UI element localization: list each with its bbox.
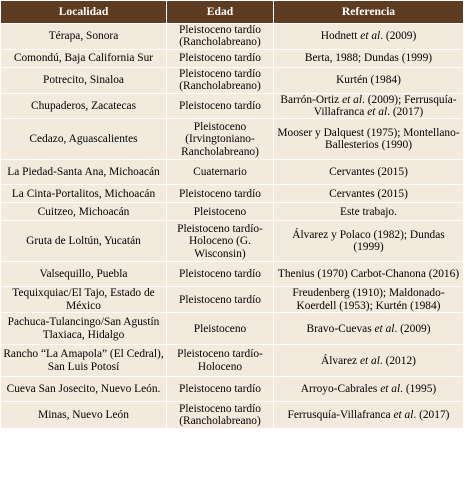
cell-localidad: Chupaderos, Zacatecas (1, 94, 167, 120)
table-row (1, 345, 463, 377)
ref-text-part: . (1995) (400, 383, 437, 396)
ref-text-part: Thenius (1970) Carbot-Chanona (2016) (277, 268, 460, 281)
ref-text-part: Bravo-Cuevas (306, 322, 375, 335)
header-localidad: Localidad (1, 1, 167, 24)
table-body (1, 24, 463, 429)
ref-text-part: . (2009) (394, 322, 431, 335)
cell-localidad: Térapa, Sonora (1, 24, 167, 50)
table-row (1, 313, 463, 345)
cell-edad: Pleistoceno tardío-Holoceno (G. Wisconsin) (167, 221, 274, 262)
ref-text-part: Álvarez (321, 354, 360, 367)
cell-referencia (274, 313, 463, 345)
cell-referencia (274, 262, 463, 287)
cell-edad: Pleistoceno tardío (Rancholabreano) (167, 402, 274, 429)
cell-localidad: Cedazo, Aguascalientes (1, 119, 167, 160)
table-row (1, 24, 463, 50)
cell-localidad: La Piedad-Santa Ana, Michoacán (1, 160, 167, 185)
cell-referencia (274, 203, 463, 221)
cell-edad: Pleistoceno (167, 203, 274, 221)
header-edad: Edad (167, 1, 274, 24)
cell-localidad: Valsequillo, Puebla (1, 262, 167, 287)
ref-text-part: Cervantes (2015) (329, 187, 408, 200)
cell-edad: Pleistoceno tardío-Holoceno (167, 345, 274, 377)
localities-table (1, 1, 463, 429)
cell-edad: Pleistoceno tardío (167, 185, 274, 203)
ref-text-part: Ferrusquía-Villafranca (287, 409, 394, 422)
table-row (1, 221, 463, 262)
ref-text-part: Este trabajo. (340, 205, 397, 218)
table-row (1, 94, 463, 120)
cell-edad: Pleistoceno tardío (167, 50, 274, 68)
cell-edad: Pleistoceno (167, 313, 274, 345)
cell-referencia (274, 50, 463, 68)
cell-edad: Pleistoceno tardío (167, 377, 274, 402)
cell-localidad: Tequixquiac/El Tajo, Estado de México (1, 287, 167, 313)
cell-referencia (274, 402, 463, 429)
cell-referencia (274, 68, 463, 94)
table-row (1, 160, 463, 185)
table-row (1, 287, 463, 313)
ref-text-part: . (2009); Ferrusquía-Villafranca (313, 93, 457, 119)
ref-italic-part: et al (374, 322, 395, 335)
table-row (1, 185, 463, 203)
cell-referencia (274, 221, 463, 262)
cell-edad: Pleistoceno tardío (Rancholabreano) (167, 24, 274, 50)
ref-text-part: Álvarez y Polaco (1982); Dundas (1999) (292, 229, 445, 254)
ref-text-part: . (2017) (387, 106, 424, 119)
ref-text-part: Cervantes (2015) (329, 166, 408, 179)
ref-text-part: Berta, 1988; Dundas (1999) (304, 52, 433, 65)
ref-italic-part: et al (393, 409, 414, 422)
ref-text-part: Mooser y Dalquest (1975); Montellano-Ballesterios (1990) (277, 127, 460, 152)
cell-referencia (274, 160, 463, 185)
table-row (1, 377, 463, 402)
ref-text-part: Freudenberg (1910); Maldonado-Koerdell (1953); Kurtén (1984) (292, 287, 445, 312)
cell-localidad: Rancho “La Amapola” (El Cedral), San Luis Potosí (1, 345, 167, 377)
table-row (1, 119, 463, 160)
table-row (1, 203, 463, 221)
ref-text-part: . (2009) (380, 30, 417, 43)
ref-text-part: Arroyo-Cabrales (300, 383, 381, 396)
cell-edad: Pleistoceno (Irvingtoniano-Rancholabreano) (167, 119, 274, 160)
cell-referencia (274, 185, 463, 203)
header-row (1, 1, 463, 24)
cell-referencia (274, 119, 463, 160)
ref-italic-part: et al (359, 354, 380, 367)
cell-localidad: La Cinta-Portalitos, Michoacán (1, 185, 167, 203)
ref-text-part: . (2012) (379, 354, 416, 367)
cell-edad: Pleistoceno tardío (167, 262, 274, 287)
ref-italic-part: et al (360, 30, 381, 43)
cell-localidad: Gruta de Loltún, Yucatán (1, 221, 167, 262)
table-row (1, 50, 463, 68)
table-row (1, 262, 463, 287)
cell-localidad: Potrecito, Sinaloa (1, 68, 167, 94)
header-referencia: Referencia (274, 1, 463, 24)
cell-edad: Cuaternario (167, 160, 274, 185)
cell-referencia (274, 377, 463, 402)
cell-referencia (274, 24, 463, 50)
cell-localidad: Cueva San Josecito, Nuevo León. (1, 377, 167, 402)
cell-localidad: Minas, Nuevo León (1, 402, 167, 429)
ref-italic-part: et al (342, 93, 363, 106)
ref-text-part: Kurtén (1984) (336, 74, 401, 87)
ref-italic-part: et al (367, 106, 388, 119)
cell-edad: Pleistoceno tardío (Rancholabreano) (167, 68, 274, 94)
table-row (1, 68, 463, 94)
cell-localidad: Cuitzeo, Michoacán (1, 203, 167, 221)
cell-edad: Pleistoceno tardío (167, 94, 274, 120)
cell-localidad: Comondú, Baja California Sur (1, 50, 167, 68)
ref-italic-part: et al (380, 383, 401, 396)
table-header (1, 1, 463, 24)
ref-text-part: Barrón-Ortiz (280, 93, 343, 106)
cell-referencia (274, 94, 463, 120)
cell-edad: Pleistoceno tardío (167, 287, 274, 313)
cell-localidad: Pachuca-Tulancingo/San Agustín Tlaxiaca, Hidalgo (1, 313, 167, 345)
cell-referencia (274, 345, 463, 377)
ref-text-part: Hodnett (320, 30, 361, 43)
ref-text-part: . (2017) (413, 409, 450, 422)
cell-referencia (274, 287, 463, 313)
table-row (1, 402, 463, 429)
